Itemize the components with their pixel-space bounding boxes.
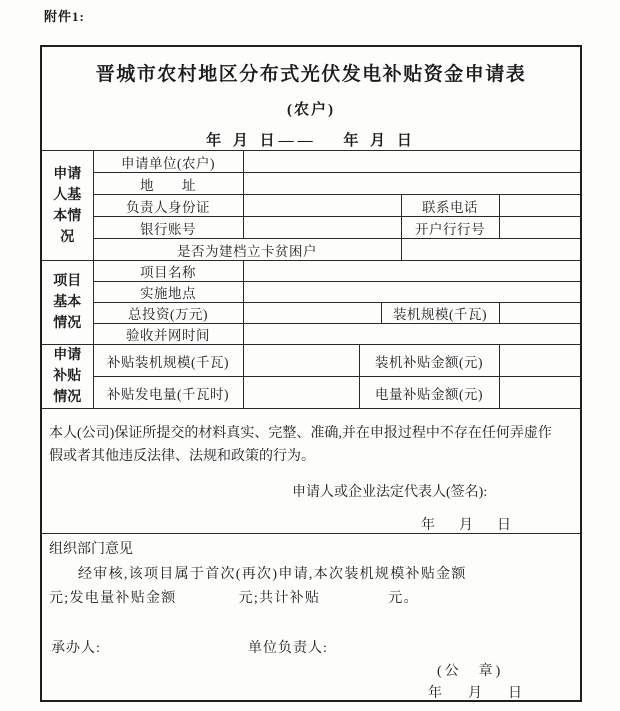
input-subsidy-capacity[interactable] xyxy=(243,345,359,377)
opinion-review-line2-part3: 元。 xyxy=(388,591,419,606)
input-location[interactable] xyxy=(243,282,581,303)
opinion-review-line2 xyxy=(49,587,419,607)
input-poverty-status[interactable] xyxy=(401,239,581,261)
input-address[interactable] xyxy=(243,173,581,195)
declaration-cell xyxy=(41,409,581,534)
section-project-info xyxy=(41,261,93,345)
handler-label: 承办人: xyxy=(51,641,101,656)
input-power-subsidy-amount[interactable] xyxy=(499,377,581,409)
signature-label: 申请人或企业法定代表人(签名): xyxy=(292,485,488,500)
opinion-review-line2-part1: 元;发电量补贴金额 xyxy=(49,591,177,606)
section-applicant-info-label: 申请人基本情况 xyxy=(53,166,82,245)
unit-manager-label: 单位负责人: xyxy=(248,641,328,656)
label-investment: 总投资(万元) xyxy=(93,303,243,324)
input-bank-account[interactable] xyxy=(243,217,401,239)
section-project-info-label: 项目基本情况 xyxy=(53,274,82,331)
application-form-table xyxy=(40,45,582,702)
section-applicant-info xyxy=(41,151,93,261)
label-bank-account: 银行账号 xyxy=(93,217,243,239)
opinion-cell xyxy=(41,534,581,701)
label-subsidy-capacity: 补贴装机规模(千瓦) xyxy=(93,345,243,377)
input-bank-branch-no[interactable] xyxy=(499,217,581,239)
input-investment[interactable] xyxy=(243,303,381,324)
label-capacity-subsidy-amount: 装机补贴金额(元) xyxy=(359,345,499,377)
label-project-name: 项目名称 xyxy=(93,261,243,282)
label-applicant-unit: 申请单位(农户) xyxy=(93,151,243,173)
label-grid-connection-time: 验收并网时间 xyxy=(93,324,243,345)
label-power-subsidy-amount: 电量补贴金额(元) xyxy=(359,377,499,409)
section-subsidy-info xyxy=(41,345,93,409)
opinion-section-label: 组织部门意见 xyxy=(49,542,133,557)
attachment-label: 附件1: xyxy=(44,9,85,24)
label-address: 地 址 xyxy=(93,173,243,195)
form-header-cell xyxy=(41,46,581,151)
input-installed-capacity[interactable] xyxy=(499,303,581,324)
declaration-date-line: 年 月 日 xyxy=(421,518,516,533)
form-subtitle: (农户) xyxy=(287,102,336,118)
section-subsidy-info-label: 申请补贴情况 xyxy=(53,348,82,405)
declaration-text: 本人(公司)保证所提交的材料真实、完整、准确,并在申报过程中不存在任何弄虚作假或者其他违反法律、法规和政策的行为。 xyxy=(49,426,552,464)
label-bank-branch-no: 开户行行号 xyxy=(401,217,499,239)
opinion-date-line: 年 月 日 xyxy=(428,686,528,701)
label-phone: 联系电话 xyxy=(401,195,499,217)
form-date-range: 年 月 日—— 年 月 日 xyxy=(206,133,416,149)
opinion-review-line1: 经审核,该项目属于首次(再次)申请,本次装机规模补贴金额 xyxy=(78,567,467,582)
label-poverty-status: 是否为建档立卡贫困户 xyxy=(93,239,401,261)
input-applicant-unit[interactable] xyxy=(243,151,581,173)
label-subsidized-power: 补贴发电量(千瓦时) xyxy=(93,377,243,409)
opinion-review-line2-part2: 元;共计补贴 xyxy=(238,591,321,606)
label-location: 实施地点 xyxy=(93,282,243,303)
input-subsidized-power[interactable] xyxy=(243,377,359,409)
input-grid-connection-time[interactable] xyxy=(243,324,581,345)
input-project-name[interactable] xyxy=(243,261,581,282)
official-seal-label: (公 章) xyxy=(437,664,504,679)
input-phone[interactable] xyxy=(499,195,581,217)
form-title: 晋城市农村地区分布式光伏发电补贴资金申请表 xyxy=(95,64,527,85)
label-id-number: 负责人身份证 xyxy=(93,195,243,217)
blank-power-subsidy-amount[interactable] xyxy=(177,601,239,602)
label-installed-capacity: 装机规模(千瓦) xyxy=(381,303,499,324)
blank-total-subsidy-amount[interactable] xyxy=(320,601,388,602)
input-capacity-subsidy-amount[interactable] xyxy=(499,345,581,377)
input-id-number[interactable] xyxy=(243,195,401,217)
